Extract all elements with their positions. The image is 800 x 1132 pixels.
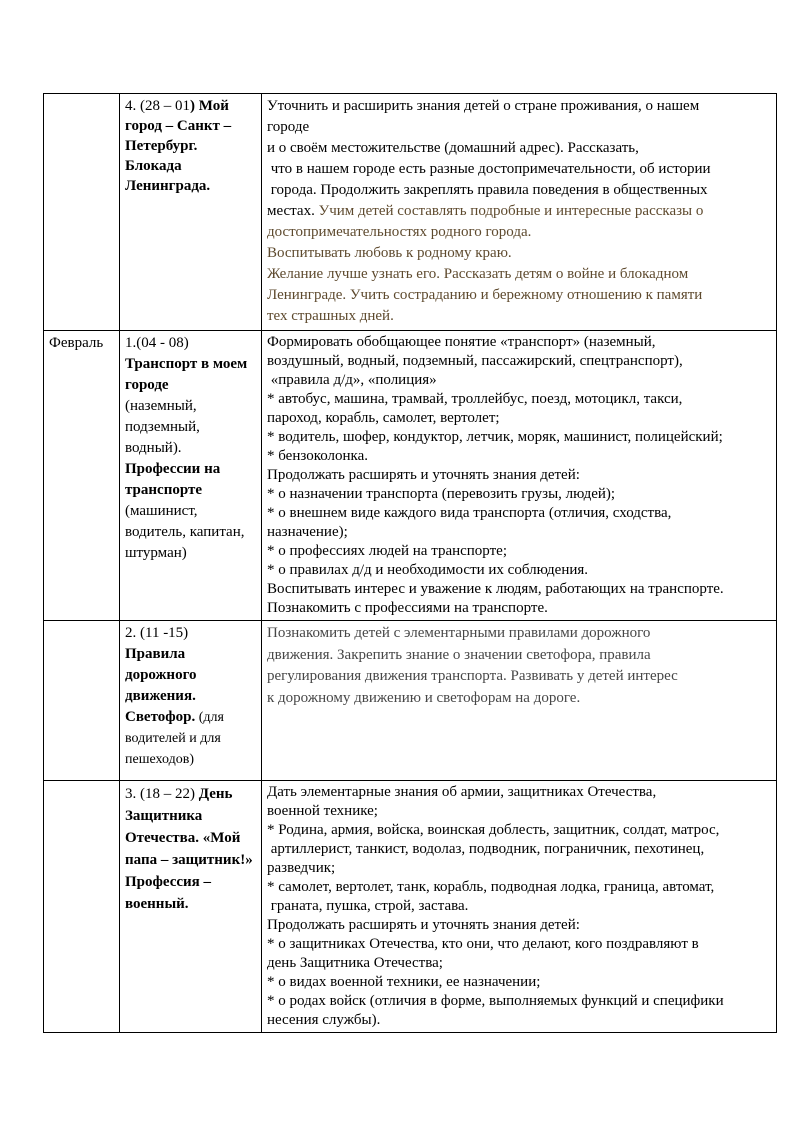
month-cell — [44, 781, 120, 1033]
table-row — [44, 94, 777, 331]
desc-line: Уточнить и расширить знания детей о стране проживания, о нашем — [267, 98, 700, 114]
table-row — [44, 781, 777, 1033]
topic-note: (наземный, подземный, водный). — [125, 398, 200, 456]
desc-line: военной технике; — [267, 803, 378, 819]
desc-line: день Защитника Отечества; — [267, 955, 443, 971]
desc-line: * о защитниках Отечества, кто они, что делают, кого поздравляют в — [267, 936, 699, 952]
topic-cell — [120, 331, 262, 621]
desc-line: * о родах войск (отличия в форме, выполняемых функций и специфики — [267, 993, 724, 1009]
desc-line: «правила д/д», «полиция» — [267, 372, 437, 388]
month-cell: Февраль — [44, 331, 120, 621]
lesson-plan-table — [43, 93, 777, 1033]
desc-line: * о внешнем виде каждого вида транспорта (отличия, сходства, — [267, 505, 672, 521]
topic-number: 2. (11 -15) — [125, 625, 189, 641]
description-cell — [262, 94, 777, 331]
month-cell — [44, 94, 120, 331]
desc-line: тех страшных дней. — [267, 308, 394, 324]
topic-cell — [120, 94, 262, 331]
desc-line: * о правилах д/д и необходимости их соблюдения. — [267, 562, 589, 578]
desc-line: * водитель, шофер, кондуктор, летчик, моряк, машинист, полицейский; — [267, 429, 723, 445]
table-row — [44, 621, 777, 781]
topic-note: (для водителей и для пешеходов) — [125, 710, 224, 767]
table-row — [44, 331, 777, 621]
desc-line: и о своём местожительстве (домашний адрес). Рассказать, — [267, 140, 639, 156]
desc-line: регулирования движения транспорта. Развивать у детей интерес — [267, 668, 678, 684]
desc-line: * о назначении транспорта (перевозить грузы, людей); — [267, 486, 616, 502]
desc-line: пароход, корабль, самолет, вертолет; — [267, 410, 500, 426]
desc-line: Продолжать расширять и уточнять знания детей: — [267, 917, 580, 933]
topic-title: ) Мой город – Санкт – Петербург. Блокада Ленинграда. — [125, 98, 232, 194]
topic-title: Правила дорожного движения. Светофор. — [125, 646, 197, 725]
topic-note: (машинист, водитель, капитан, штурман) — [125, 503, 245, 561]
desc-line: несения службы). — [267, 1012, 381, 1028]
desc-line: движения. Закрепить знание о значении светофора, правила — [267, 646, 651, 663]
desc-line: граната, пушка, строй, застава. — [267, 898, 469, 914]
topic-cell — [120, 781, 262, 1033]
desc-line: Желание лучше узнать его. Рассказать детям о войне и блокадном — [267, 266, 689, 282]
desc-line: городе — [267, 119, 310, 135]
topic-number: 1.(04 - 08) — [125, 335, 189, 351]
desc-line: воздушный, водный, подземный, пассажирский, спецтранспорт), — [267, 353, 683, 369]
topic-number: 3. (18 – 22) — [125, 786, 199, 802]
desc-line: * Родина, армия, войска, воинская доблесть, защитник, солдат, матрос, — [267, 822, 720, 838]
desc-line — [267, 201, 772, 222]
desc-line: * о профессиях людей на транспорте; — [267, 543, 507, 559]
desc-line: * автобус, машина, трамвай, троллейбус, поезд, мотоцикл, такси, — [267, 391, 683, 407]
desc-line: Познакомить с профессиями на транспорте. — [267, 600, 548, 616]
topic-cell — [120, 621, 262, 781]
topic-number: 4. (28 – 01 — [125, 98, 190, 114]
desc-line: что в нашем городе есть разные достопримечательности, об истории — [267, 161, 711, 177]
month-cell — [44, 621, 120, 781]
desc-text-highlight: Учим детей составлять подробные и интересные рассказы о — [318, 203, 704, 219]
description-cell — [262, 621, 777, 781]
desc-line: назначение); — [267, 524, 348, 540]
desc-line: к дорожному движению и светофорам на дороге. — [267, 689, 581, 706]
desc-line: Познакомить детей с элементарными правилами дорожного — [267, 625, 651, 641]
desc-line: Формировать обобщающее понятие «транспорт» (наземный, — [267, 334, 656, 350]
desc-line: Продолжать расширять и уточнять знания детей: — [267, 467, 580, 483]
topic-title: Транспорт в моем городе — [125, 356, 248, 393]
desc-line: разведчик; — [267, 860, 336, 876]
desc-line: * о видах военной техники, ее назначении; — [267, 974, 541, 990]
desc-text: местах. — [267, 203, 319, 219]
desc-line: артиллерист, танкист, водолаз, подводник, пограничник, пехотинец, — [267, 841, 705, 857]
desc-line: города. Продолжить закреплять правила поведения в общественных — [267, 182, 708, 198]
desc-line: Воспитывать интерес и уважение к людям, работающих на транспорте. — [267, 581, 724, 597]
topic-title: День Защитника Отечества. «Мой папа – защитник!» Профессия – военный. — [125, 786, 253, 912]
topic-title: Профессии на транспорте — [125, 461, 221, 498]
desc-line: Ленинграде. Учить состраданию и бережному отношению к памяти — [267, 287, 703, 303]
desc-line: достопримечательностях родного города. — [267, 224, 532, 240]
description-cell — [262, 781, 777, 1033]
desc-line: Дать элементарные знания об армии, защитниках Отечества, — [267, 784, 657, 800]
desc-line: * бензоколонка. — [267, 448, 369, 464]
desc-line: * самолет, вертолет, танк, корабль, подводная лодка, граница, автомат, — [267, 879, 715, 895]
description-cell — [262, 331, 777, 621]
desc-line: Воспитывать любовь к родному краю. — [267, 245, 512, 261]
